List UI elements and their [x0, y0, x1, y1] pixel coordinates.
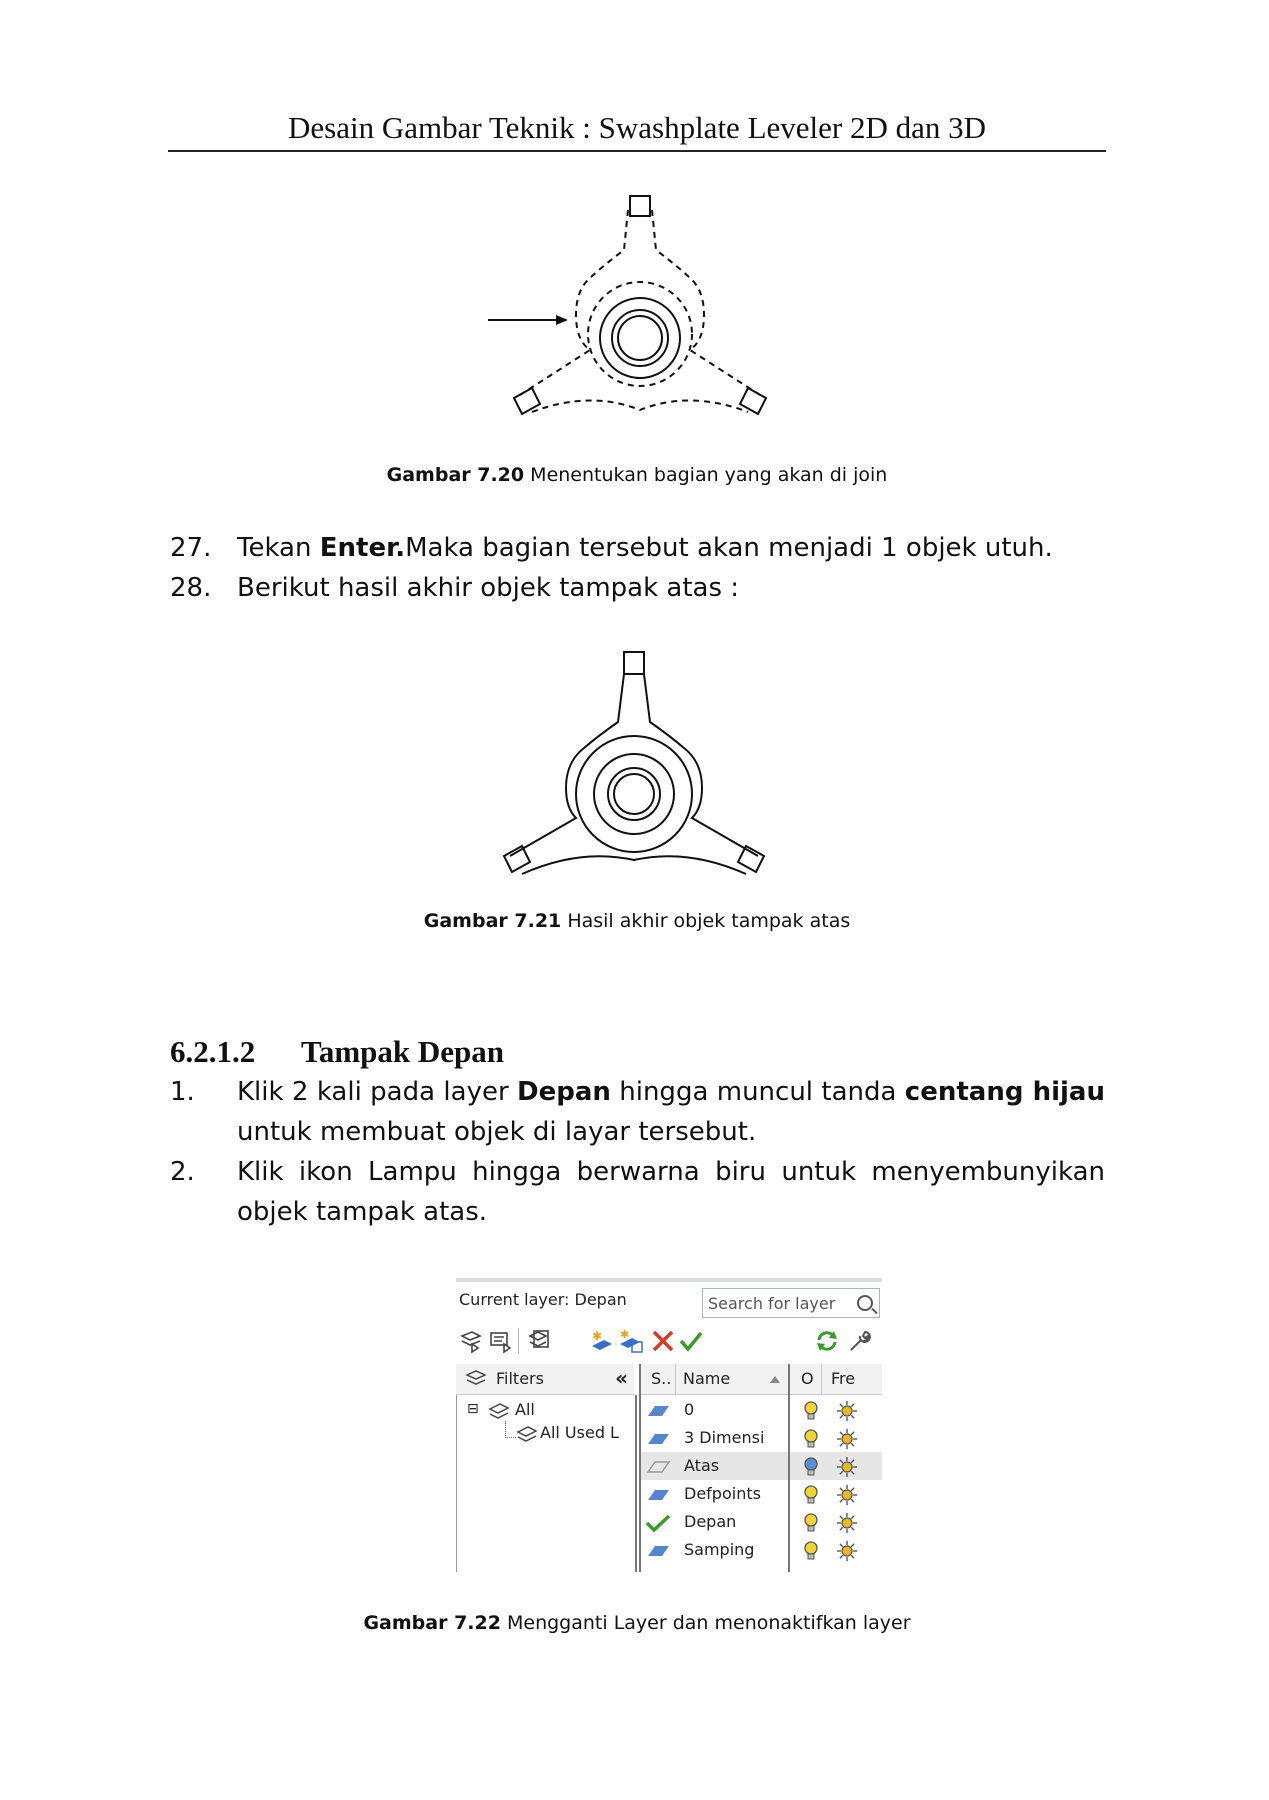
top-tab: [624, 652, 644, 674]
pointer-arrow-head: [556, 315, 568, 325]
refresh-icon[interactable]: [814, 1328, 840, 1354]
layer-status-icon[interactable]: [645, 1402, 671, 1424]
figure-7-20-caption: [168, 462, 1106, 488]
layer-row[interactable]: [641, 1536, 882, 1564]
list-number: 2.: [170, 1157, 195, 1187]
delete-layer-icon[interactable]: [650, 1328, 676, 1354]
layer-row[interactable]: [641, 1480, 882, 1508]
filter-tree: [456, 1395, 637, 1572]
toolbar-separator: [518, 1328, 519, 1354]
right-tab: [740, 388, 766, 414]
tree-collapse-icon[interactable]: ⊟: [467, 1401, 479, 1417]
list-item: [170, 1152, 1105, 1232]
layer-status-icon[interactable]: [645, 1458, 671, 1480]
filter-icon: [464, 1369, 488, 1389]
search-icon[interactable]: [857, 1295, 873, 1311]
layer-grid-header: [641, 1364, 882, 1395]
layer-name[interactable]: Depan: [684, 1512, 737, 1531]
figure-7-21-caption: [168, 908, 1106, 934]
layer-grid: [639, 1364, 882, 1572]
mid-ring: [612, 310, 668, 366]
layer-row[interactable]: [641, 1396, 882, 1424]
layer-row[interactable]: [641, 1424, 882, 1452]
svg-text:✱: ✱: [592, 1329, 603, 1343]
text-run: Klik 2 kali pada layer: [237, 1077, 517, 1107]
caption-text: Menentukan bagian yang akan di join: [530, 464, 888, 486]
list-number: 28.: [170, 573, 212, 603]
top-tab: [630, 196, 650, 216]
layer-name[interactable]: Defpoints: [684, 1484, 761, 1503]
section-title: Tampak Depan: [301, 1034, 505, 1069]
list-number: 27.: [170, 533, 212, 563]
filters-header: [456, 1364, 634, 1395]
sun-thawed-icon[interactable]: [836, 1540, 858, 1566]
layer-status-icon[interactable]: [645, 1486, 671, 1508]
search-layer-input[interactable]: [702, 1288, 880, 1318]
inner-ring: [614, 774, 654, 814]
layer-name[interactable]: 0: [684, 1400, 695, 1419]
tree-item-all-used[interactable]: All Used L: [540, 1423, 619, 1442]
column-divider: [788, 1364, 790, 1572]
inner-ring: [618, 316, 662, 360]
text-run: hingga muncul tanda: [610, 1077, 905, 1107]
caption-label: Gambar 7.22: [363, 1612, 501, 1634]
right-tab: [738, 846, 764, 872]
bulb-on-icon[interactable]: [802, 1428, 820, 1454]
bulb-on-icon[interactable]: [802, 1512, 820, 1538]
text-run: Tekan: [237, 533, 320, 563]
tree-item-all[interactable]: All: [515, 1400, 535, 1419]
search-placeholder: Search for layer: [708, 1294, 836, 1313]
list-item: [170, 1072, 1105, 1152]
new-group-filter-icon[interactable]: [488, 1328, 514, 1354]
list-text: [237, 1072, 1105, 1152]
figure-7-22-caption: [168, 1610, 1106, 1636]
current-layer-label: Current layer: Depan: [459, 1290, 627, 1309]
list-number: 1.: [170, 1077, 195, 1107]
new-property-filter-icon[interactable]: [458, 1328, 484, 1354]
column-separator: [675, 1364, 676, 1394]
layer-name[interactable]: Samping: [684, 1540, 755, 1559]
sun-thawed-icon[interactable]: [836, 1400, 858, 1426]
current-layer-check-icon[interactable]: [645, 1514, 671, 1536]
layer-name[interactable]: 3 Dimensi: [684, 1428, 765, 1447]
column-freeze[interactable]: Fre: [831, 1369, 856, 1388]
layer-status-icon[interactable]: [645, 1542, 671, 1564]
outer-ring: [594, 754, 674, 834]
list-text: Klik ikon Lampu hingga berwarna biru untuk menyembunyikan objek tampak atas.: [237, 1157, 1105, 1227]
list-text: Berikut hasil akhir objek tampak atas :: [237, 573, 740, 603]
column-separator: [821, 1364, 822, 1394]
section-heading: [170, 1032, 1105, 1072]
bulb-off-icon[interactable]: [802, 1456, 820, 1482]
column-name[interactable]: Name: [683, 1369, 731, 1388]
new-layer-icon[interactable]: [588, 1328, 614, 1354]
bulb-on-icon[interactable]: [802, 1400, 820, 1426]
bulb-on-icon[interactable]: [802, 1484, 820, 1510]
layer-states-manager-icon[interactable]: [526, 1328, 552, 1354]
new-layer-vp-frozen-icon[interactable]: [618, 1328, 644, 1354]
page-header: Desain Gambar Teknik : Swashplate Leveler 2D dan 3D: [288, 110, 986, 145]
layer-properties-panel: [456, 1278, 882, 1572]
layer-status-icon[interactable]: [645, 1430, 671, 1452]
sun-thawed-icon[interactable]: [836, 1456, 858, 1482]
sun-thawed-icon[interactable]: [836, 1484, 858, 1510]
sort-ascending-icon: [769, 1375, 781, 1384]
figure-7-21-drawing: [500, 648, 770, 878]
column-status[interactable]: S..: [651, 1369, 672, 1388]
settings-wrench-icon[interactable]: [846, 1328, 872, 1354]
text-run: untuk membuat objek di layar tersebut.: [237, 1117, 757, 1147]
caption-label: Gambar 7.21: [423, 910, 562, 932]
used-filter-icon: [515, 1424, 539, 1444]
column-on[interactable]: O: [801, 1369, 814, 1388]
set-current-icon[interactable]: [678, 1328, 704, 1354]
text-run: Maka bagian tersebut akan menjadi 1 objek utuh.: [405, 533, 1053, 563]
layer-name[interactable]: Atas: [684, 1456, 720, 1475]
bold-run: Depan: [517, 1077, 611, 1107]
mid-ring: [608, 768, 660, 820]
figure-7-20-drawing: [480, 190, 800, 430]
bulb-on-icon[interactable]: [802, 1540, 820, 1566]
panel-top-band: [456, 1278, 882, 1282]
caption-text: Hasil akhir objek tampak atas: [567, 910, 851, 932]
svg-text:✱: ✱: [620, 1328, 630, 1341]
left-tab: [504, 846, 530, 872]
caption-label: Gambar 7.20: [386, 464, 525, 486]
bold-run: Enter.: [319, 533, 406, 563]
all-filter-icon: [487, 1401, 511, 1421]
outline-bottom: [522, 856, 746, 874]
sun-thawed-icon[interactable]: [836, 1512, 858, 1538]
list-text: [237, 528, 1105, 568]
bold-run: centang hijau: [904, 1077, 1105, 1107]
layer-row[interactable]: [641, 1508, 882, 1536]
header-rule: [168, 150, 1106, 152]
filters-label: Filters: [496, 1369, 544, 1388]
caption-text: Mengganti Layer dan menonaktifkan layer: [507, 1612, 911, 1634]
sun-thawed-icon[interactable]: [836, 1428, 858, 1454]
layer-row[interactable]: [641, 1452, 882, 1480]
collapse-pane-icon[interactable]: «: [615, 1366, 628, 1390]
section-number: 6.2.1.2: [170, 1034, 256, 1069]
